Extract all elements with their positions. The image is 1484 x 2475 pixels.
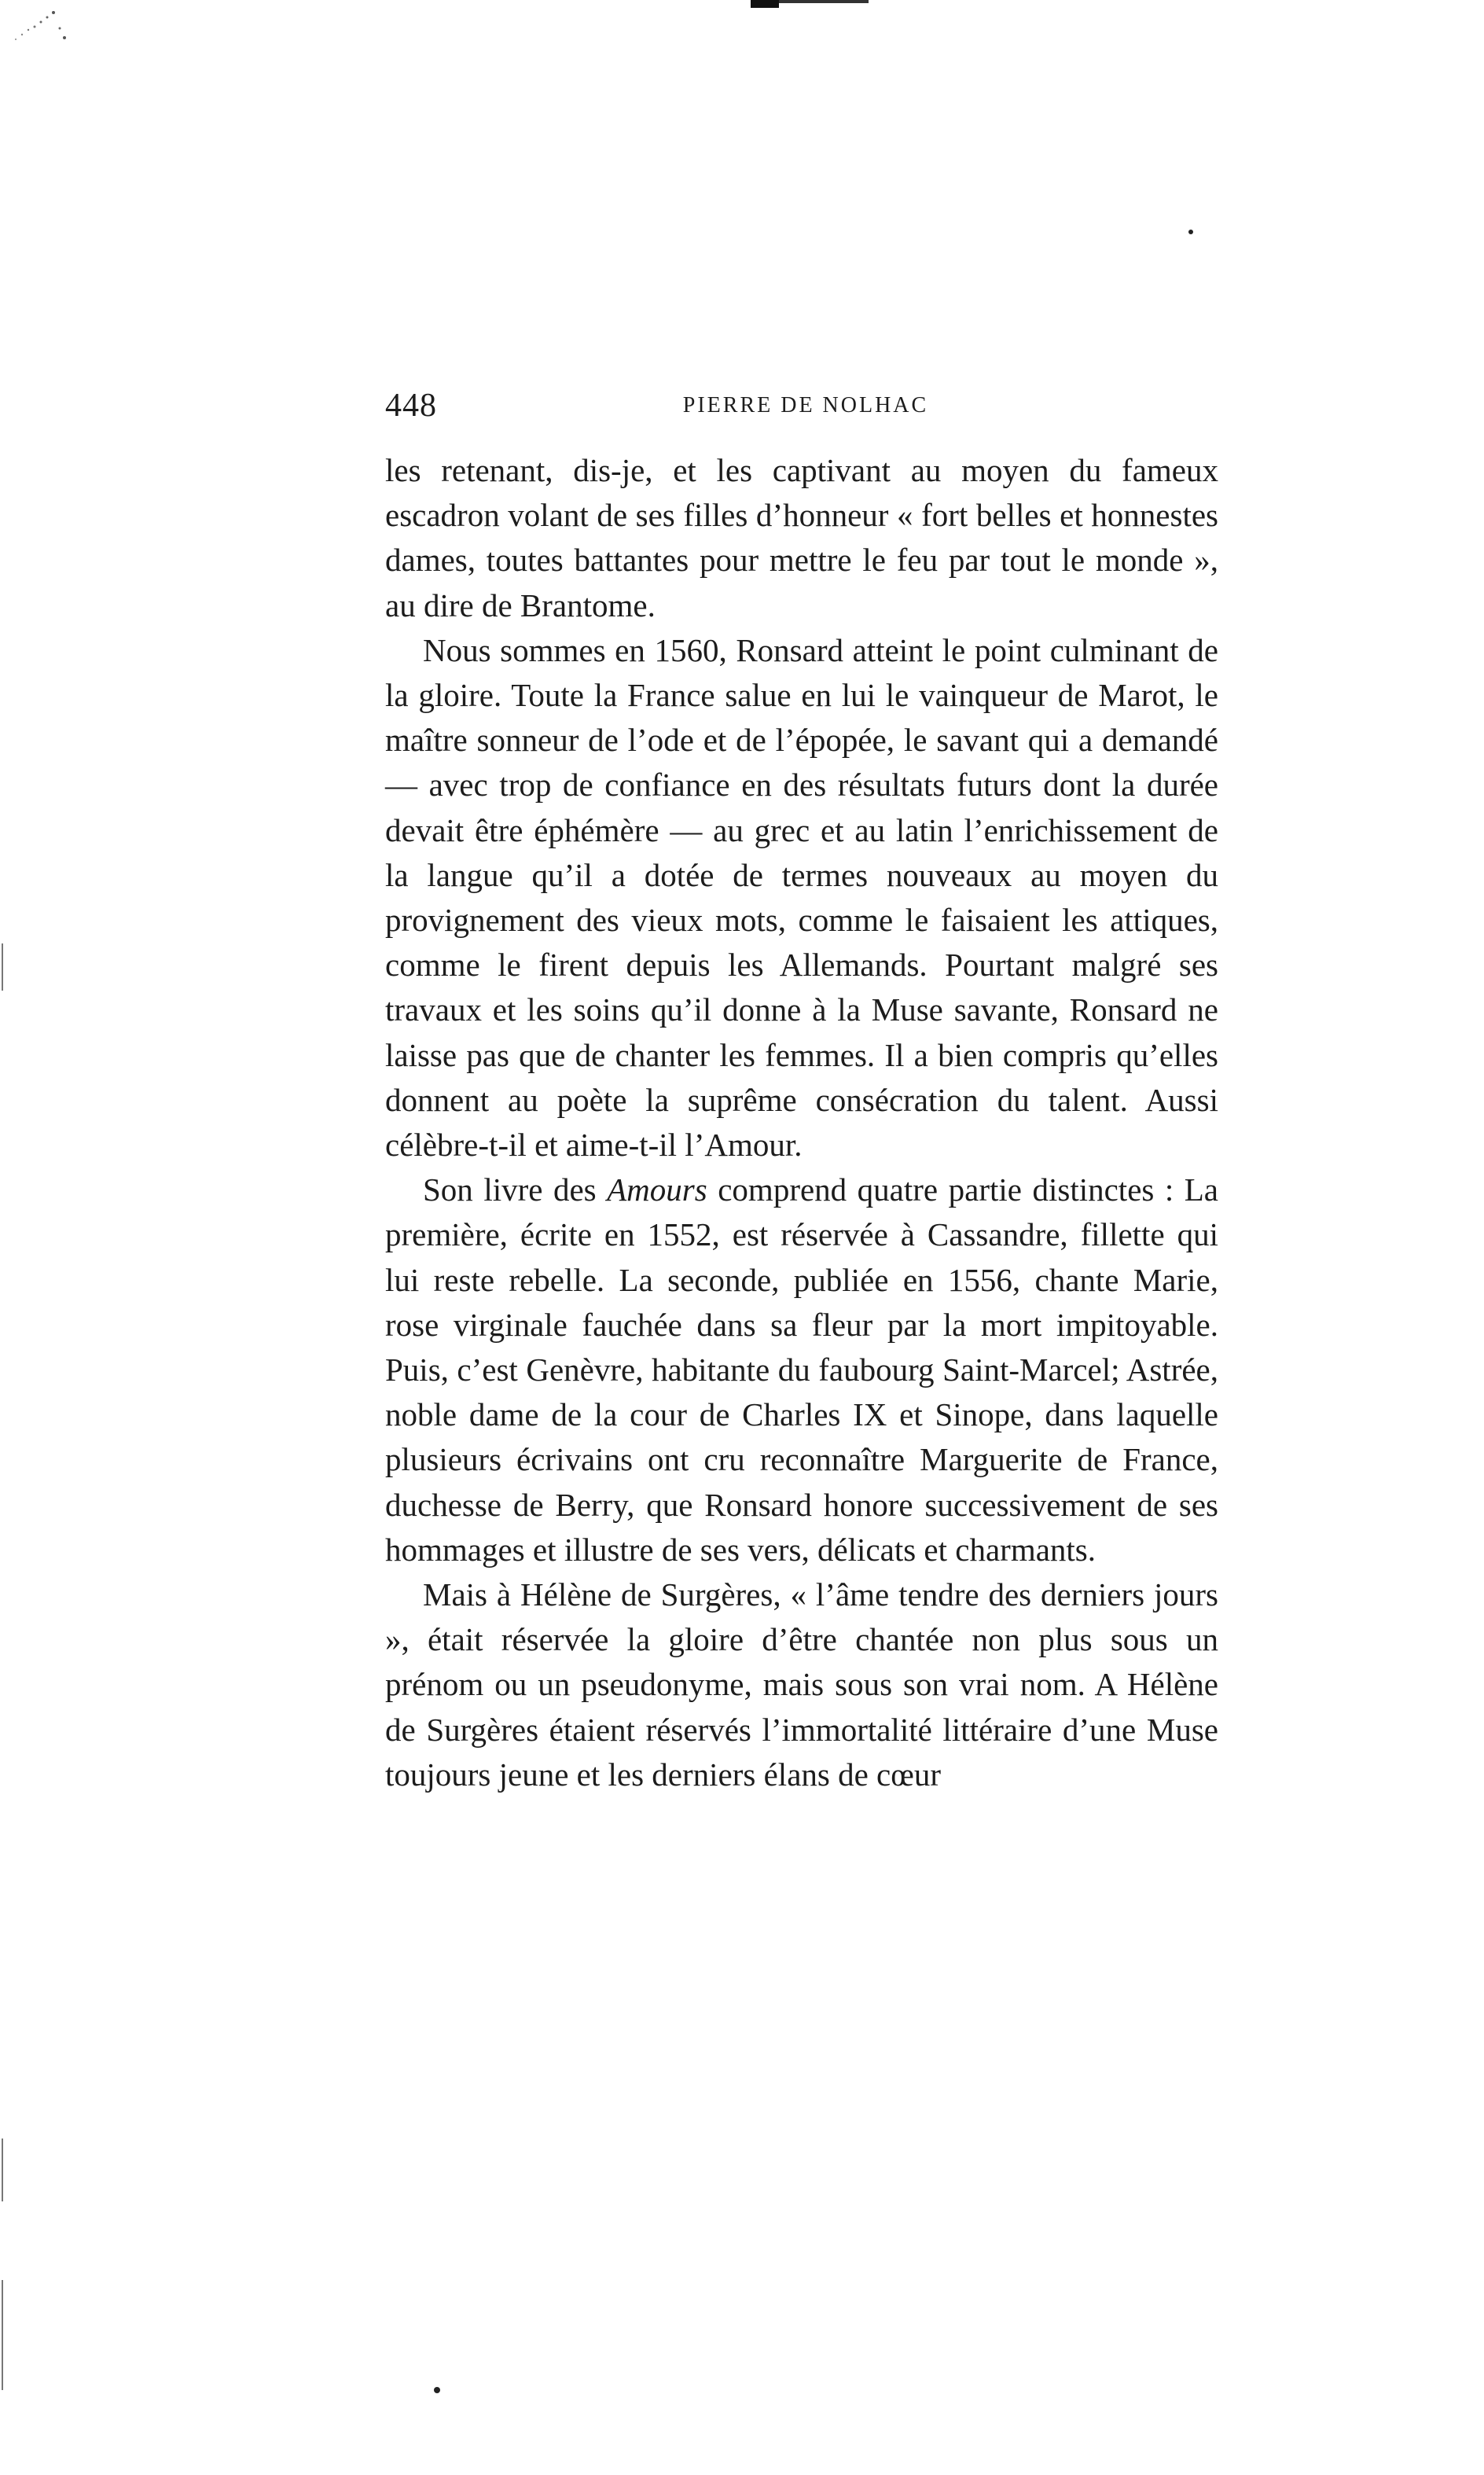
- paragraph-text: Son livre des: [423, 1171, 608, 1208]
- ink-speck: [1188, 230, 1193, 234]
- page-number: 448: [385, 388, 437, 424]
- body-text: [385, 448, 1218, 1797]
- paragraph-text: comprend quatre partie distinctes : La première, écrite en 1552, est réservée à Cassandre, fillette qui lui reste rebelle. La seconde, publiée en 1556, chante Marie, rose virginale fauchée dans sa fleur par la mort impitoyable. Puis, c’est Genèvre, habitante du faubourg Saint-Marcel; Astrée, noble dame de la cour de Charles IX et Sinope, dans laquelle plusieurs écrivains ont cru reconnaître Marguerite de France, duchesse de Berry, que Ronsard honore successivement de ses hommages et illustre de ses vers, délicats et charmants.: [385, 1171, 1219, 1568]
- ink-speck: [434, 2387, 440, 2393]
- left-edge-mark: [2, 2139, 3, 2201]
- left-edge-mark: [2, 2280, 3, 2390]
- paragraph: Mais à Hélène de Surgères, « l’âme tendre des derniers jours », était réservée la gloire d’être chantée non plus sous un prénom ou un pseudonyme, mais sous son vrai nom. A Hélène de Surgères étaient réservés l’immortalité littéraire d’une Muse toujours jeune et les derniers élans de cœur: [385, 1576, 1218, 1793]
- corner-scan-noise: [5, 6, 68, 61]
- running-head: [385, 384, 1226, 428]
- paragraph: Nous sommes en 1560, Ronsard atteint le point culminant de la gloire. Toute la France salue en lui le vainqueur de Marot, le maître sonneur de l’ode et de l’épopée, le savant qui a demandé — avec trop de confiance en des résultats futurs dont la durée devait être éphémère — au grec et au latin l’enrichissement de la langue qu’il a dotée de termes nouveaux au moyen du provignement des vieux mots, comme le faisaient les attiques, comme le firent depuis les Allemands. Pourtant malgré ses travaux et les soins qu’il donne à la Muse savante, Ronsard ne laisse pas que de chanter les femmes. Il a bien compris qu’elles donnent au poète la suprême consécration du talent. Aussi célèbre-t-il et aime-t-il l’Amour.: [385, 631, 1218, 1164]
- paragraph: [385, 1168, 1218, 1572]
- running-title: PIERRE DE NOLHAC: [682, 393, 929, 417]
- top-edge-mark: [751, 0, 779, 8]
- book-title-italic: Amours: [607, 1171, 707, 1208]
- left-edge-mark: [2, 943, 3, 991]
- paragraph-continued: les retenant, dis-je, et les captivant au moyen du fameux escadron volant de ses filles d’honneur « fort belles et honnestes dames, toutes battantes pour mettre le feu par tout le monde », au dire de Brantome.: [385, 452, 1218, 623]
